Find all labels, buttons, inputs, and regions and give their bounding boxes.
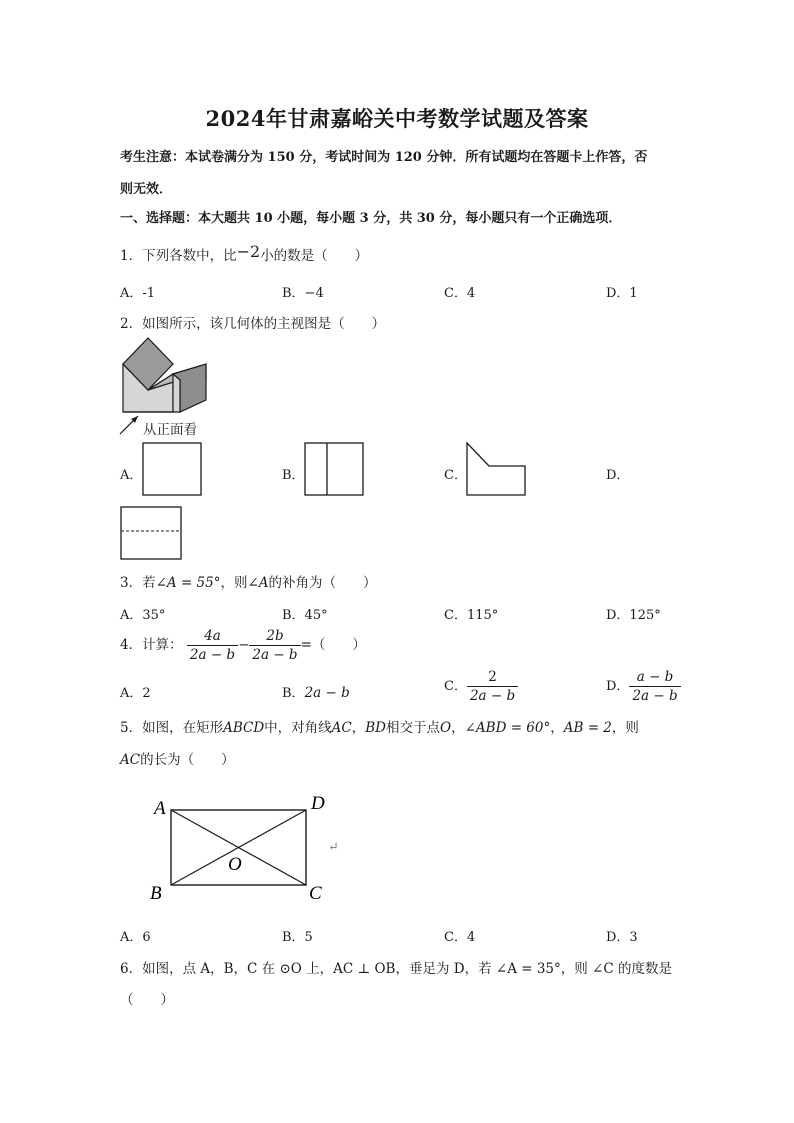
q5-option-a[interactable]: A．6 — [120, 930, 151, 945]
q5-option-d[interactable]: D．3 — [606, 930, 638, 945]
question-1-value: −2 — [236, 242, 261, 261]
q4-option-b[interactable]: B．2a − b — [282, 685, 350, 701]
question-4-prefix: 4．计算： — [120, 637, 183, 653]
notice-line-1: 考生注意：本试卷满分为 150 分，考试时间为 120 分钟．所有试题均在答题卡上作答，否 — [120, 150, 648, 165]
vertex-a-label: A — [154, 798, 166, 819]
q5-option-b[interactable]: B．5 — [282, 930, 313, 945]
q2-option-c-label[interactable]: C． — [444, 468, 467, 483]
question-2: 2．如图所示，该几何体的主视图是（ ） — [120, 316, 386, 332]
question-1-suffix: 小的数是（ ） — [260, 248, 369, 264]
rectangle-figure — [148, 794, 348, 904]
q4-option-c-fraction: $\frac{2}{2a - b}$ — [467, 668, 518, 705]
notice-line-2: 则无效． — [120, 182, 173, 197]
q1-option-c[interactable]: C．4 — [444, 286, 476, 301]
question-3-angle: ∠A — [247, 575, 269, 591]
q2-option-a-label[interactable]: A． — [120, 468, 143, 483]
q4-minus: − — [238, 637, 250, 653]
view-caption: 从正面看 — [143, 422, 197, 438]
section-heading: 一、选择题：本大题共 10 小题，每小题 3 分，共 30 分，每小题只有一个正确选项． — [120, 211, 622, 226]
return-mark: ↵ — [328, 840, 339, 855]
center-o-label: O — [228, 854, 242, 875]
question-4 — [120, 627, 366, 664]
q3-option-a[interactable]: A．35° — [120, 608, 166, 623]
question-3-suffix: 的补角为（ ） — [268, 575, 377, 591]
q5-option-c[interactable]: C．4 — [444, 930, 476, 945]
question-6-line-1: 6．如图，点 A，B，C 在 ⊙O 上，AC ⊥ OB，垂足为 D，若 ∠A = 35°，则 ∠C 的度数是 — [120, 961, 672, 977]
question-3-prefix: 3．若 — [120, 575, 156, 591]
page-title: 2024年甘肃嘉峪关中考数学试题及答案 — [205, 106, 589, 131]
q4-option-d-fraction: $\frac{a - b}{2a - b}$ — [629, 668, 680, 705]
q1-option-d[interactable]: D．1 — [606, 286, 638, 301]
q1-option-a[interactable]: A．-1 — [120, 286, 156, 301]
question-3-given: ∠A = 55° — [155, 575, 221, 591]
q4-fraction-1: $\frac{4a}{2a - b}$ — [187, 627, 238, 664]
q4-fraction-2: $\frac{2b}{2a - b}$ — [249, 627, 300, 664]
q2-option-c-figure[interactable] — [466, 442, 528, 498]
q3-option-d[interactable]: D．125° — [606, 608, 661, 623]
question-3-middle: ，则 — [220, 575, 248, 591]
q2-option-a-figure[interactable] — [142, 442, 204, 498]
q2-option-b-label[interactable]: B． — [282, 468, 305, 483]
question-4-suffix: =（ ） — [300, 637, 366, 653]
q4-option-d[interactable]: D． $\frac{a - b}{2a - b}$ — [606, 668, 681, 705]
q1-option-b[interactable]: B．−4 — [282, 286, 324, 301]
q3-option-c[interactable]: C．115° — [444, 608, 499, 623]
question-6-line-2: （ ） — [120, 992, 174, 1008]
q2-option-d-label[interactable]: D． — [606, 468, 630, 483]
q4-option-c[interactable]: C． $\frac{2}{2a - b}$ — [444, 668, 518, 705]
q2-option-b-figure[interactable] — [304, 442, 366, 498]
q2-option-d-figure[interactable] — [120, 506, 182, 562]
question-1-prefix: 1．下列各数中，比 — [120, 248, 237, 264]
question-5-line-2: AC的长为（ ） — [120, 752, 235, 768]
q3-option-b[interactable]: B．45° — [282, 608, 328, 623]
vertex-b-label: B — [150, 883, 162, 904]
question-3 — [120, 571, 377, 591]
vertex-d-label: D — [311, 793, 325, 814]
question-1 — [120, 244, 368, 264]
question-5-line-1: 5．如图，在矩形ABCD中，对角线AC，BD相交于点O，∠ABD = 60°，AB = 2，则 — [120, 720, 639, 736]
q4-option-a[interactable]: A．2 — [120, 686, 151, 701]
vertex-c-label: C — [309, 883, 322, 904]
